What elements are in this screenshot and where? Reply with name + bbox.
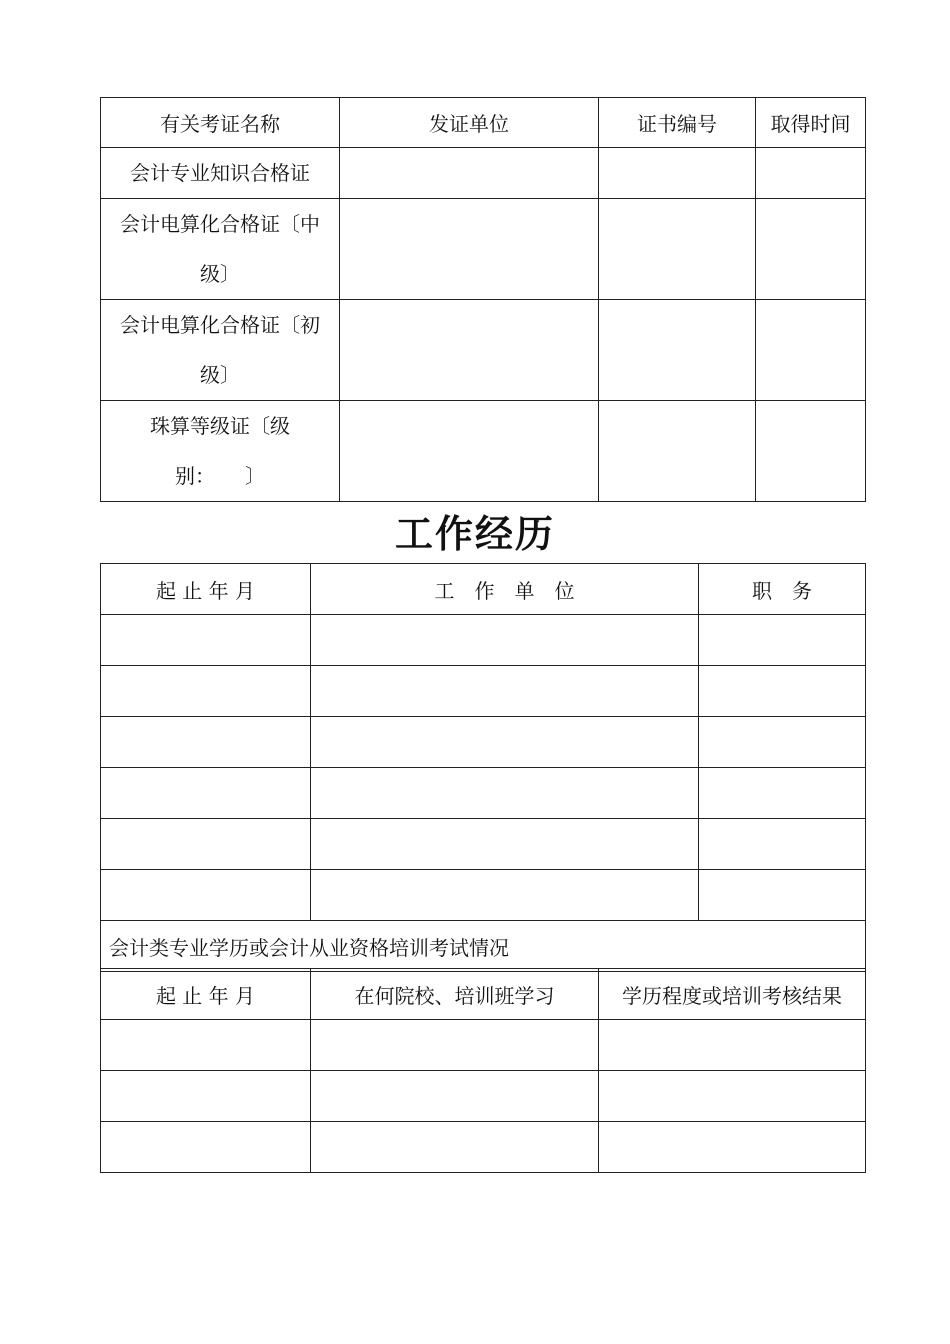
period-cell[interactable] [101, 768, 311, 819]
period-cell[interactable] [101, 819, 311, 870]
cert-date-cell[interactable] [756, 199, 866, 300]
cert-number-cell[interactable] [599, 148, 756, 199]
work-history-table [100, 563, 866, 972]
cert-row-name: 珠算等级证〔级别： 〕 [101, 401, 340, 502]
training-table [100, 968, 866, 1173]
certificate-table [100, 97, 866, 502]
section-title-work-history: 工作经历 [394, 511, 555, 556]
period-cell[interactable] [101, 615, 311, 666]
employer-cell[interactable] [311, 870, 699, 921]
employer-cell[interactable] [311, 717, 699, 768]
cert-number-cell[interactable] [599, 300, 756, 401]
employer-cell[interactable] [311, 615, 699, 666]
employer-cell[interactable] [311, 666, 699, 717]
cert-number-cell[interactable] [599, 401, 756, 502]
result-cell[interactable] [599, 1122, 866, 1173]
header-position: 职 务 [699, 564, 866, 615]
result-cell[interactable] [599, 1071, 866, 1122]
header-period: 起 止 年 月 [101, 969, 311, 1020]
period-cell[interactable] [101, 1020, 311, 1071]
position-cell[interactable] [699, 615, 866, 666]
position-cell[interactable] [699, 666, 866, 717]
cert-issuer-cell[interactable] [340, 401, 599, 502]
employer-cell[interactable] [311, 819, 699, 870]
cert-row-name: 会计电算化合格证〔中级〕 [101, 199, 340, 300]
cert-row-name: 会计专业知识合格证 [101, 148, 340, 199]
header-employer: 工 作 单 位 [311, 564, 699, 615]
employer-cell[interactable] [311, 768, 699, 819]
position-cell[interactable] [699, 870, 866, 921]
header-issuer: 发证单位 [340, 98, 599, 148]
position-cell[interactable] [699, 819, 866, 870]
header-result: 学历程度或培训考核结果 [599, 969, 866, 1020]
position-cell[interactable] [699, 717, 866, 768]
cert-issuer-cell[interactable] [340, 300, 599, 401]
header-cert-name: 有关考证名称 [101, 98, 340, 148]
period-cell[interactable] [101, 870, 311, 921]
header-cert-number: 证书编号 [599, 98, 756, 148]
institution-cell[interactable] [311, 1122, 599, 1173]
period-cell[interactable] [101, 717, 311, 768]
position-cell[interactable] [699, 768, 866, 819]
institution-cell[interactable] [311, 1071, 599, 1122]
cert-date-cell[interactable] [756, 148, 866, 199]
period-cell[interactable] [101, 1122, 311, 1173]
cert-row-name: 会计电算化合格证〔初级〕 [101, 300, 340, 401]
training-section-label: 会计类专业学历或会计从业资格培训考试情况 [101, 921, 866, 972]
period-cell[interactable] [101, 666, 311, 717]
institution-cell[interactable] [311, 1020, 599, 1071]
header-institution: 在何院校、培训班学习 [311, 969, 599, 1020]
result-cell[interactable] [599, 1020, 866, 1071]
period-cell[interactable] [101, 1071, 311, 1122]
header-obtained-date: 取得时间 [756, 98, 866, 148]
cert-date-cell[interactable] [756, 401, 866, 502]
cert-number-cell[interactable] [599, 199, 756, 300]
cert-date-cell[interactable] [756, 300, 866, 401]
header-period: 起 止 年 月 [101, 564, 311, 615]
cert-issuer-cell[interactable] [340, 199, 599, 300]
cert-issuer-cell[interactable] [340, 148, 599, 199]
